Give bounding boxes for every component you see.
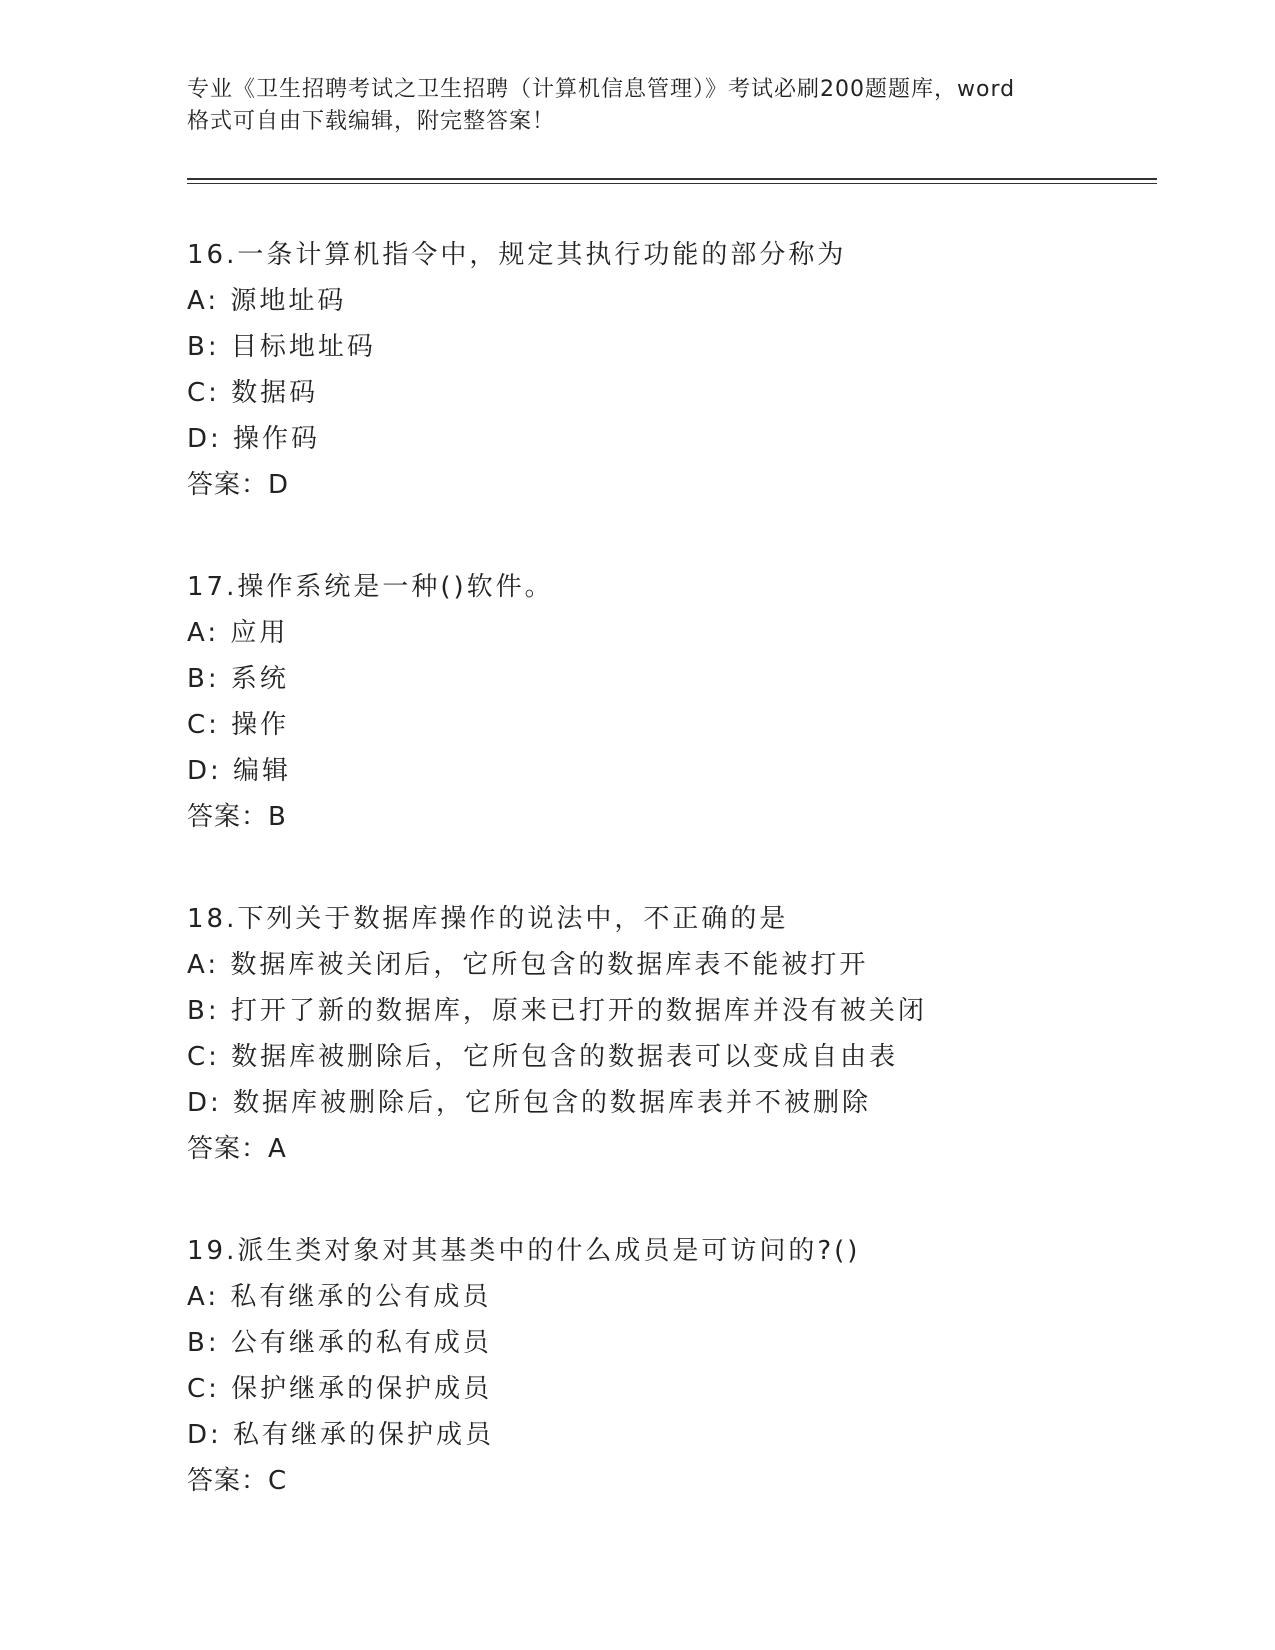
option-b: B: 目标地址码 (187, 332, 376, 362)
question-18 (187, 896, 1167, 1172)
question-19 (187, 1228, 1167, 1504)
option-a: A: 源地址码 (187, 286, 347, 316)
header-line-2: 格式可自由下载编辑，附完整答案！ (187, 109, 556, 134)
option-d: D: 操作码 (187, 424, 321, 454)
question-17 (187, 564, 1167, 840)
question-16 (187, 232, 1167, 508)
answer-line: 答案：C (187, 1466, 288, 1496)
option-b: B: 系统 (187, 664, 289, 694)
header-divider-thick (187, 178, 1157, 180)
option-a: A: 私有继承的公有成员 (187, 1282, 492, 1312)
option-a: A: 应用 (187, 618, 289, 648)
question-stem: 19.派生类对象对其基类中的什么成员是可访问的?() (187, 1236, 861, 1266)
question-stem: 17.操作系统是一种()软件。 (187, 572, 554, 602)
option-b: B: 打开了新的数据库，原来已打开的数据库并没有被关闭 (187, 996, 927, 1026)
option-c: C: 保护继承的保护成员 (187, 1374, 493, 1404)
question-stem: 18.下列关于数据库操作的说法中，不正确的是 (187, 904, 789, 934)
answer-line: 答案：D (187, 470, 290, 500)
option-c: C: 数据码 (187, 378, 319, 408)
option-c: C: 数据库被删除后，它所包含的数据表可以变成自由表 (187, 1042, 899, 1072)
header-divider-thin (187, 183, 1157, 184)
option-a: A: 数据库被关闭后，它所包含的数据库表不能被打开 (187, 950, 869, 980)
option-b: B: 公有继承的私有成员 (187, 1328, 492, 1358)
option-d: D: 私有继承的保护成员 (187, 1420, 495, 1450)
answer-line: 答案：B (187, 802, 287, 832)
document-header (187, 74, 1087, 138)
option-d: D: 数据库被删除后，它所包含的数据库表并不被删除 (187, 1088, 872, 1118)
question-stem: 16.一条计算机指令中，规定其执行功能的部分称为 (187, 240, 847, 270)
header-line-1: 专业《卫生招聘考试之卫生招聘（计算机信息管理）》考试必刷200题题库，word (187, 77, 1016, 102)
option-d: D: 编辑 (187, 756, 292, 786)
question-list (187, 232, 1167, 1560)
answer-line: 答案：A (187, 1134, 287, 1164)
option-c: C: 操作 (187, 710, 290, 740)
